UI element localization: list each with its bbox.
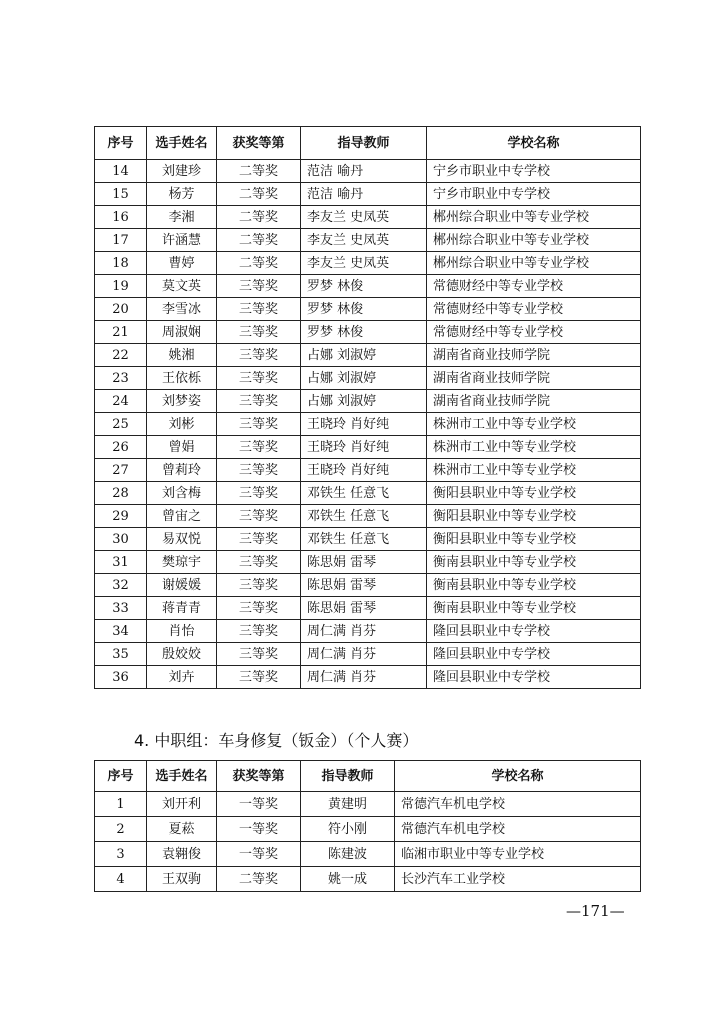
cell-school: 常德汽车机电学校 [395, 792, 641, 817]
cell-name: 易双悦 [147, 528, 217, 551]
cell-name: 刘彬 [147, 413, 217, 436]
cell-school: 长沙汽车工业学校 [395, 867, 641, 892]
cell-school: 常德财经中等专业学校 [427, 321, 641, 344]
cell-seq: 29 [95, 505, 147, 528]
cell-teacher: 姚一成 [301, 867, 395, 892]
cell-school: 郴州综合职业中等专业学校 [427, 229, 641, 252]
cell-name: 曾宙之 [147, 505, 217, 528]
cell-teacher: 李友兰 史凤英 [301, 252, 427, 275]
awards-table-continued [94, 126, 641, 689]
cell-seq: 21 [95, 321, 147, 344]
cell-name: 袁翱俊 [147, 842, 217, 867]
cell-name: 周淑娴 [147, 321, 217, 344]
header-seq: 序号 [95, 127, 147, 160]
cell-school: 衡阳县职业中等专业学校 [427, 482, 641, 505]
table-row [95, 344, 641, 367]
cell-school: 株洲市工业中等专业学校 [427, 413, 641, 436]
cell-teacher: 陈建波 [301, 842, 395, 867]
table-row [95, 597, 641, 620]
cell-seq: 23 [95, 367, 147, 390]
table-row [95, 666, 641, 689]
cell-name: 刘含梅 [147, 482, 217, 505]
cell-seq: 20 [95, 298, 147, 321]
cell-school: 湖南省商业技师学院 [427, 367, 641, 390]
cell-seq: 4 [95, 867, 147, 892]
cell-award: 三等奖 [217, 643, 301, 666]
cell-name: 曾莉玲 [147, 459, 217, 482]
cell-school: 湖南省商业技师学院 [427, 344, 641, 367]
cell-teacher: 陈思娟 雷琴 [301, 551, 427, 574]
cell-seq: 16 [95, 206, 147, 229]
table-row [95, 390, 641, 413]
cell-award: 三等奖 [217, 482, 301, 505]
cell-award: 一等奖 [217, 842, 301, 867]
cell-school: 隆回县职业中专学校 [427, 666, 641, 689]
cell-seq: 15 [95, 183, 147, 206]
table-row [95, 643, 641, 666]
cell-school: 常德汽车机电学校 [395, 817, 641, 842]
cell-award: 三等奖 [217, 597, 301, 620]
cell-seq: 14 [95, 160, 147, 183]
cell-school: 隆回县职业中专学校 [427, 620, 641, 643]
cell-seq: 30 [95, 528, 147, 551]
cell-name: 王双驹 [147, 867, 217, 892]
cell-teacher: 王晓玲 肖好纯 [301, 436, 427, 459]
table-row [95, 436, 641, 459]
header-seq: 序号 [95, 761, 147, 792]
cell-school: 常德财经中等专业学校 [427, 275, 641, 298]
cell-name: 姚湘 [147, 344, 217, 367]
cell-teacher: 王晓玲 肖好纯 [301, 459, 427, 482]
cell-name: 殷姣姣 [147, 643, 217, 666]
cell-school: 隆回县职业中专学校 [427, 643, 641, 666]
cell-teacher: 罗梦 林俊 [301, 298, 427, 321]
table-row [95, 842, 641, 867]
header-award: 获奖等第 [217, 127, 301, 160]
table-row [95, 459, 641, 482]
cell-school: 衡南县职业中等专业学校 [427, 597, 641, 620]
cell-name: 莫文英 [147, 275, 217, 298]
cell-award: 三等奖 [217, 620, 301, 643]
cell-award: 二等奖 [217, 160, 301, 183]
cell-name: 杨芳 [147, 183, 217, 206]
cell-seq: 22 [95, 344, 147, 367]
cell-seq: 24 [95, 390, 147, 413]
cell-seq: 27 [95, 459, 147, 482]
cell-teacher: 占娜 刘淑婷 [301, 344, 427, 367]
cell-name: 李雪冰 [147, 298, 217, 321]
cell-award: 三等奖 [217, 666, 301, 689]
cell-school: 临湘市职业中等专业学校 [395, 842, 641, 867]
header-name: 选手姓名 [147, 127, 217, 160]
table-row [95, 275, 641, 298]
table-row [95, 206, 641, 229]
cell-award: 三等奖 [217, 275, 301, 298]
table-header-row [95, 127, 641, 160]
cell-seq: 3 [95, 842, 147, 867]
cell-award: 二等奖 [217, 229, 301, 252]
cell-teacher: 邓铁生 任意飞 [301, 482, 427, 505]
table-row [95, 817, 641, 842]
table-body [95, 160, 641, 689]
cell-name: 谢媛媛 [147, 574, 217, 597]
cell-teacher: 周仁满 肖芬 [301, 666, 427, 689]
cell-seq: 19 [95, 275, 147, 298]
cell-school: 衡南县职业中等专业学校 [427, 574, 641, 597]
cell-name: 肖怡 [147, 620, 217, 643]
table-row [95, 160, 641, 183]
table-header-row [95, 761, 641, 792]
cell-school: 湖南省商业技师学院 [427, 390, 641, 413]
cell-teacher: 陈思娟 雷琴 [301, 574, 427, 597]
cell-name: 樊琼宇 [147, 551, 217, 574]
table-row [95, 505, 641, 528]
cell-award: 三等奖 [217, 344, 301, 367]
table-row [95, 792, 641, 817]
cell-award: 三等奖 [217, 551, 301, 574]
cell-seq: 26 [95, 436, 147, 459]
cell-school: 郴州综合职业中等专业学校 [427, 206, 641, 229]
cell-award: 三等奖 [217, 505, 301, 528]
table-row [95, 252, 641, 275]
cell-teacher: 陈思娟 雷琴 [301, 597, 427, 620]
cell-award: 三等奖 [217, 390, 301, 413]
cell-teacher: 范洁 喻丹 [301, 160, 427, 183]
cell-school: 株洲市工业中等专业学校 [427, 436, 641, 459]
cell-award: 三等奖 [217, 459, 301, 482]
cell-teacher: 罗梦 林俊 [301, 275, 427, 298]
cell-name: 王依栎 [147, 367, 217, 390]
cell-teacher: 周仁满 肖芬 [301, 620, 427, 643]
header-award: 获奖等第 [217, 761, 301, 792]
cell-award: 二等奖 [217, 206, 301, 229]
cell-award: 三等奖 [217, 574, 301, 597]
cell-award: 三等奖 [217, 321, 301, 344]
cell-name: 刘梦姿 [147, 390, 217, 413]
cell-school: 常德财经中等专业学校 [427, 298, 641, 321]
cell-award: 二等奖 [217, 867, 301, 892]
cell-award: 三等奖 [217, 528, 301, 551]
cell-name: 许涵慧 [147, 229, 217, 252]
cell-school: 衡阳县职业中等专业学校 [427, 528, 641, 551]
cell-teacher: 周仁满 肖芬 [301, 643, 427, 666]
table-row [95, 551, 641, 574]
cell-school: 郴州综合职业中等专业学校 [427, 252, 641, 275]
table-row [95, 413, 641, 436]
cell-award: 二等奖 [217, 183, 301, 206]
page-number: —171— [566, 902, 625, 920]
cell-award: 二等奖 [217, 252, 301, 275]
cell-teacher: 李友兰 史凤英 [301, 229, 427, 252]
cell-seq: 31 [95, 551, 147, 574]
cell-teacher: 邓铁生 任意飞 [301, 528, 427, 551]
table-row [95, 528, 641, 551]
cell-seq: 1 [95, 792, 147, 817]
cell-award: 一等奖 [217, 817, 301, 842]
cell-school: 衡阳县职业中等专业学校 [427, 505, 641, 528]
cell-seq: 34 [95, 620, 147, 643]
cell-school: 宁乡市职业中专学校 [427, 183, 641, 206]
cell-name: 刘开利 [147, 792, 217, 817]
cell-name: 蒋青青 [147, 597, 217, 620]
cell-name: 李湘 [147, 206, 217, 229]
cell-teacher: 邓铁生 任意飞 [301, 505, 427, 528]
header-school: 学校名称 [427, 127, 641, 160]
cell-seq: 17 [95, 229, 147, 252]
table-row [95, 321, 641, 344]
cell-teacher: 李友兰 史凤英 [301, 206, 427, 229]
cell-seq: 25 [95, 413, 147, 436]
cell-seq: 18 [95, 252, 147, 275]
table-row [95, 367, 641, 390]
cell-school: 衡南县职业中等专业学校 [427, 551, 641, 574]
cell-seq: 2 [95, 817, 147, 842]
cell-teacher: 黄建明 [301, 792, 395, 817]
cell-award: 一等奖 [217, 792, 301, 817]
table-row [95, 229, 641, 252]
table-row [95, 620, 641, 643]
cell-seq: 35 [95, 643, 147, 666]
table-row [95, 867, 641, 892]
header-teacher: 指导教师 [301, 761, 395, 792]
cell-teacher: 符小刚 [301, 817, 395, 842]
cell-name: 曾娟 [147, 436, 217, 459]
cell-seq: 33 [95, 597, 147, 620]
cell-teacher: 范洁 喻丹 [301, 183, 427, 206]
cell-name: 刘卉 [147, 666, 217, 689]
cell-school: 株洲市工业中等专业学校 [427, 459, 641, 482]
table-row [95, 482, 641, 505]
cell-seq: 32 [95, 574, 147, 597]
table-row [95, 574, 641, 597]
cell-award: 三等奖 [217, 298, 301, 321]
header-school: 学校名称 [395, 761, 641, 792]
cell-name: 曹婷 [147, 252, 217, 275]
cell-teacher: 占娜 刘淑婷 [301, 367, 427, 390]
header-teacher: 指导教师 [301, 127, 427, 160]
table-row [95, 183, 641, 206]
cell-award: 三等奖 [217, 436, 301, 459]
cell-school: 宁乡市职业中专学校 [427, 160, 641, 183]
awards-table-body-repair [94, 760, 641, 892]
cell-teacher: 罗梦 林俊 [301, 321, 427, 344]
cell-seq: 36 [95, 666, 147, 689]
cell-name: 刘建珍 [147, 160, 217, 183]
cell-award: 三等奖 [217, 413, 301, 436]
header-name: 选手姓名 [147, 761, 217, 792]
table-body [95, 792, 641, 892]
cell-teacher: 占娜 刘淑婷 [301, 390, 427, 413]
cell-name: 夏菘 [147, 817, 217, 842]
cell-teacher: 王晓玲 肖好纯 [301, 413, 427, 436]
section-heading: 4. 中职组：车身修复（钣金）（个人赛） [134, 731, 419, 750]
cell-award: 三等奖 [217, 367, 301, 390]
cell-seq: 28 [95, 482, 147, 505]
table-row [95, 298, 641, 321]
